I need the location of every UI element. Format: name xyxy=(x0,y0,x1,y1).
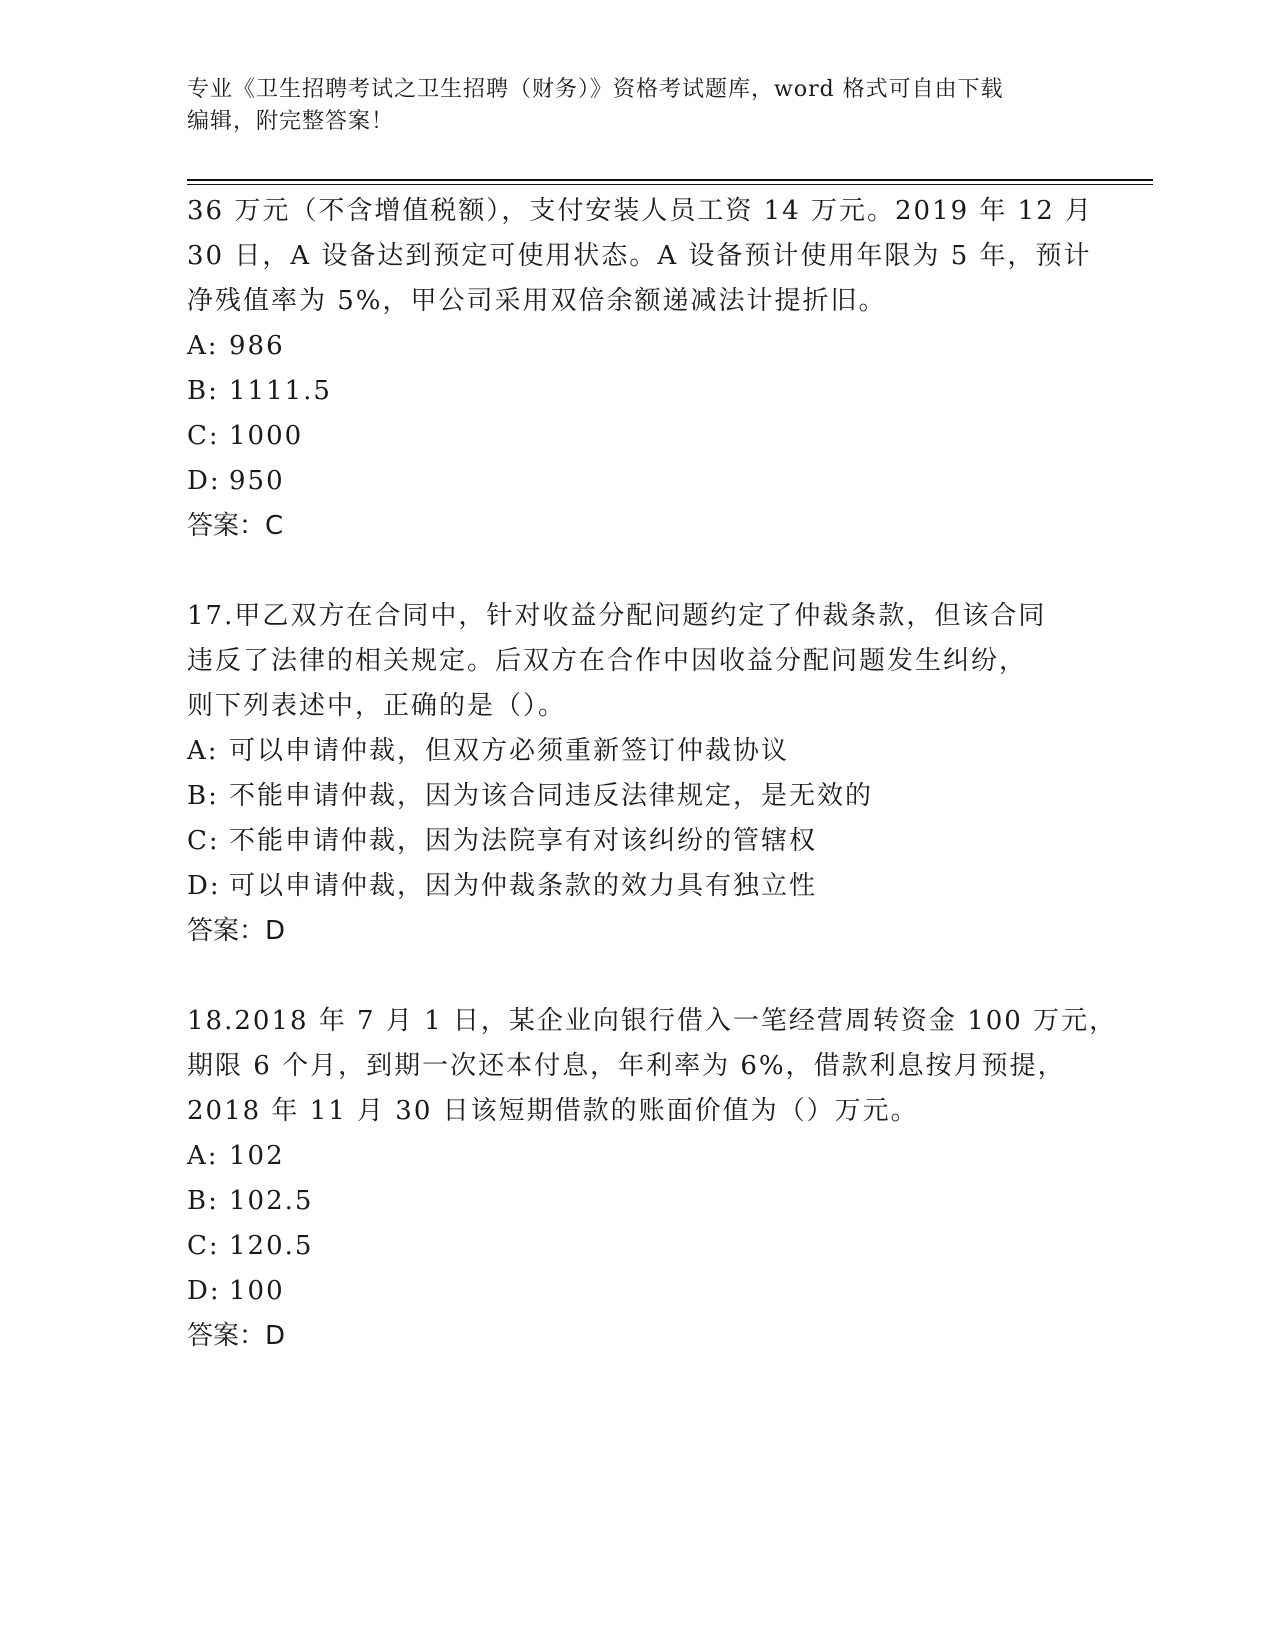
question-text-line: 则下列表述中，正确的是（）。 xyxy=(187,691,567,721)
option-c: C: 不能申请仲裁，因为法院享有对该纠纷的管辖权 xyxy=(187,826,818,856)
answer-line: 答案：D xyxy=(187,916,286,946)
question-text-line: 2018 年 11 月 30 日该短期借款的账面价值为（）万元。 xyxy=(187,1096,919,1126)
option-c: C: 120.5 xyxy=(187,1231,314,1261)
header-rule-thin xyxy=(187,184,1153,185)
option-b: B: 不能申请仲裁，因为该合同违反法律规定，是无效的 xyxy=(187,781,874,811)
question-list xyxy=(187,189,1118,1359)
header-line-1: 专业《卫生招聘考试之卫生招聘（财务）》资格考试题库，word 格式可自由下载 xyxy=(187,77,1004,102)
option-d: D: 可以申请仲裁，因为仲裁条款的效力具有独立性 xyxy=(187,871,818,901)
question-text-line: 30 日，A 设备达到预定可使用状态。A 设备预计使用年限为 5 年，预计 xyxy=(187,241,1092,271)
option-a: A: 986 xyxy=(187,331,285,361)
question-text-line: 净残值率为 5%，甲公司采用双倍余额递减法计提折旧。 xyxy=(187,286,887,316)
answer-line: 答案：D xyxy=(187,1321,286,1351)
spacer xyxy=(187,954,1087,999)
option-d: D: 950 xyxy=(187,466,285,496)
header-line-2: 编辑，附完整答案！ xyxy=(187,109,395,134)
page-header xyxy=(187,74,1087,138)
question-text-line: 期限 6 个月，到期一次还本付息，年利率为 6%，借款利息按月预提， xyxy=(187,1051,1066,1081)
question-text-line: 违反了法律的相关规定。后双方在合作中因收益分配问题发生纠纷， xyxy=(187,646,1028,676)
header-rule-thick xyxy=(187,179,1153,181)
question-16 xyxy=(187,189,1094,549)
question-text-line: 17.甲乙双方在合同中，针对收益分配问题约定了仲裁条款，但该合同 xyxy=(187,601,1047,631)
question-text-line: 18.2018 年 7 月 1 日，某企业向银行借入一笔经营周转资金 100 万元， xyxy=(187,1006,1118,1036)
option-d: D: 100 xyxy=(187,1276,285,1306)
spacer xyxy=(187,549,1087,594)
answer-line: 答案：C xyxy=(187,511,284,541)
question-text-line: 36 万元（不含增值税额），支付安装人员工资 14 万元。2019 年 12 月 xyxy=(187,196,1094,226)
question-18 xyxy=(187,999,1118,1359)
option-a: A: 102 xyxy=(187,1141,285,1171)
question-17 xyxy=(187,594,1087,954)
option-b: B: 1111.5 xyxy=(187,376,332,406)
option-a: A: 可以申请仲裁，但双方必须重新签订仲裁协议 xyxy=(187,736,790,766)
option-c: C: 1000 xyxy=(187,421,304,451)
option-b: B: 102.5 xyxy=(187,1186,314,1216)
